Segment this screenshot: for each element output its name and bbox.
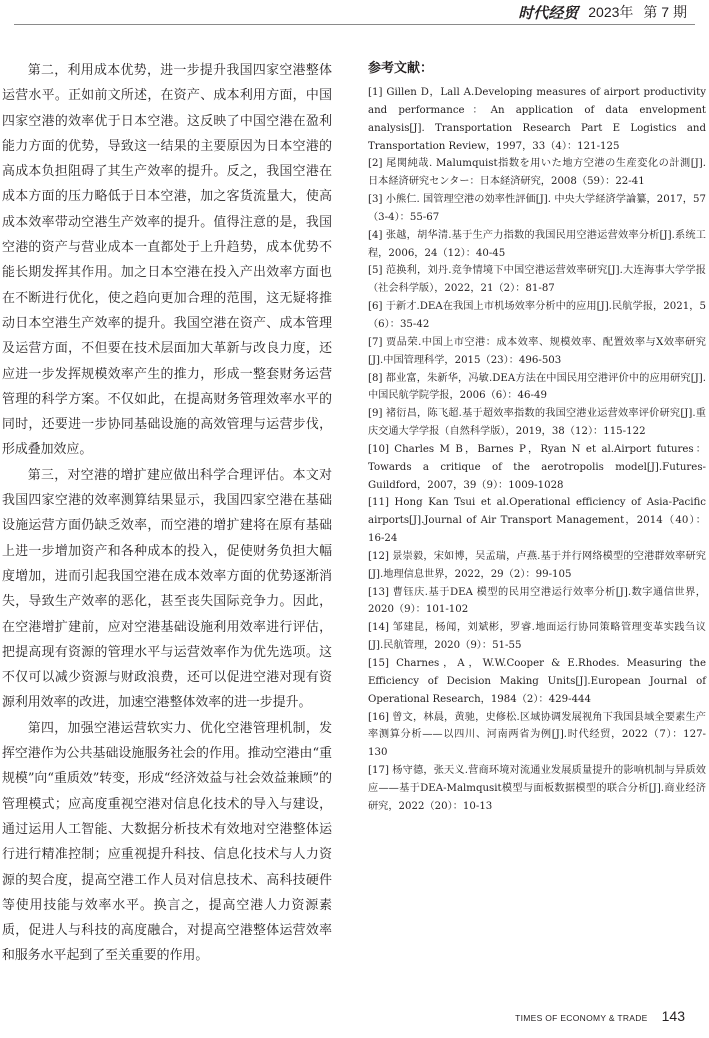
page-footer [515,1008,685,1024]
body-text-column [2,58,332,969]
journal-english-name: TIMES OF ECONOMY & TRADE [515,1013,648,1023]
references-heading: 参考文献： [368,61,434,76]
references-column [368,58,706,816]
reference-item: [15] Charnes，A，W.W.Cooper & E.Rhodes. Measuring the Efficiency of Decision Making Units[J].European Journal of Operational Research，1984（2）：429-444 [368,658,706,705]
body-paragraph: 第四，加强空港运营软实力、优化空港管理机制，发挥空港作为公共基础设施服务社会的作用。推动空港由“重规模”向“重质效”转变，形成“经济效益与社会效益兼顾”的管理模式；应高度重视空港对信息化技术的导入与建设，通过运用人工智能、大数据分析技术有效地对空港整体运行进行精准控制；应重视提升科技、信息化技术与人力资源的契合度，提高空港工作人员对信息技术、高科技硬件等使用技能与效率水平。换言之，提高空港人力资源素质，促进人与科技的高度融合，对提高空港整体运营效率和服务水平起到了至关重要的作用。 [2,720,332,964]
reference-item: [9] 褚衍昌，陈飞超.基于超效率指数的我国空港业运营效率评价研究[J].重庆交通大学学报（自然科学版），2019，38（12）：115-122 [368,408,706,438]
reference-item: [8] 都业富，朱新华，冯敏.DEA方法在中国民用空港评价中的应用研究[J].中国民航学院学报，2006（6）：46-49 [368,372,706,402]
page-number: 143 [661,1008,685,1024]
reference-item: [3] 小熊仁. 国管理空港の効率性評価[J]. 中央大学経済学論纂，2017，57（3-4）：55-67 [368,194,706,223]
journal-title: 时代经贸 [518,3,579,22]
reference-item: [4] 张越，胡华清.基于生产力指数的我国民用空港运营效率分析[J].系统工程，2006，24（12）：40-45 [368,229,706,259]
reference-item: [14] 邹建昆，杨闻，刘斌彬，罗睿.地面运行协同策略管理变革实践刍议[J].民航管理，2020（9）：51-55 [368,622,706,652]
body-paragraph: 第二，利用成本优势，进一步提升我国四家空港整体运营水平。正如前文所述，在资产、成本利用方面，中国四家空港的效率优于日本空港。这反映了中国空港在盈利能力方面的优势，导致这一结果的主要原因为日本空港的高成本负担阻碍了其生产效率的提升。反之，我国空港在成本方面的压力略低于日本空港，加之客货流量大，使高成本效率带动空港生产效率的提升。值得注意的是，我国空港的资产与营业成本一直都处于上升趋势，成本优势不能长期发挥其作用。加之日本空港在投入产出效率方面也在不断进行优化，使之趋向更加合理的范围，这无疑将推动日本空港生产效率的提升。我国空港在资产、成本管理及运营方面，不但要在技术层面加大革新与改良力度，还应进一步发挥规模效率产生的推力，形成一整套财务运营管理的科学方案。不仅如此，在提高财务管理效率水平的同时，还要进一步协同基础设施的高效管理与运营步伐，形成叠加效应。 [2,63,332,458]
reference-item: [13] 曹钰庆.基于DEA 模型的民用空港运行效率分析[J].数字通信世界，2020（9）：101-102 [368,586,706,616]
issue-number: 第 7 期 [643,4,687,20]
reference-item: [2] 尾関純哉. Malumquist指数を用いた地方空港の生産変化の計測[J]. 日本経済研究センター：日本経済研究，2008（59）：22-41 [368,158,706,188]
reference-item: [1] Gillen D，Lall A.Developing measures of airport productivity and performance：An application of data envelopment analysis[J]. Transportation Research Part E Logistics and Transportation Review，1997，33（4）：121-125 [368,87,706,152]
reference-item: [5] 范换利，刘丹.竞争情境下中国空港运营效率研究[J].大连海事大学学报（社会科学版），2022，21（2）：81-87 [368,265,706,295]
reference-item: [12] 景崇毅，宋如博，吴孟瑞，卢燕.基于并行网络模型的空港群效率研究[J].地理信息世界，2022，29（2）：99-105 [368,550,706,580]
page-header [518,0,687,24]
body-paragraph: 第三，对空港的增扩建应做出科学合理评估。本文对我国四家空港的效率测算结果显示，我国四家空港在基础设施运营方面仍缺乏效率，而空港的增扩建将在原有基础上进一步增加资产和各种成本的投入，促使财务负担大幅度增加，进而引起我国空港在成本效率方面的优势逐渐消失，导致生产效率的恶化，甚至丧失国际竞争力。因此，在空港增扩建前，应对空港基础设施利用效率进行评估，把提高现有资源的管理水平与运营效率作为优先选项。这不仅可以减少资源与财政浪费，还可以促进空港对现有资源利用效率的改进，加速空港整体效率的进一步提升。 [2,467,332,711]
reference-item: [11] Hong Kan Tsui et al.Operational efficiency of Asia-Pacific airports[J].Journal of Air Transport Management，2014（40）：16-24 [368,497,706,545]
reference-item: [17] 杨守德，张天义.营商环境对流通业发展质量提升的影响机制与异质效应——基于DEA-Malmqusit模型与面板数据模型的联合分析[J].商业经济研究，2022（20）：10-13 [368,765,706,812]
issue-year: 2023年 [588,4,634,20]
reference-item: [10] Charles M B，Barnes P，Ryan N et al.Airport futures：Towards a critique of the aerotropolis model[J].Futures-Guildford，2007，39（9）：1009-1028 [368,443,706,491]
reference-item: [7] 贾品荣.中国上市空港：成本效率、规模效率、配置效率与X效率研究[J].中国管理科学，2015（23）：496-503 [368,336,706,366]
header-divider [14,24,695,25]
reference-item: [6] 于新才.DEA在我国上市机场效率分析中的应用[J].民航学报，2021，5（6）：35-42 [368,301,706,330]
reference-item: [16] 曾文，林晨，黄驰，史修松.区域协调发展视角下我国县域全要素生产率测算分析——以四川、河南两省为例[J].时代经贸，2022（7）：127-130 [368,711,706,759]
